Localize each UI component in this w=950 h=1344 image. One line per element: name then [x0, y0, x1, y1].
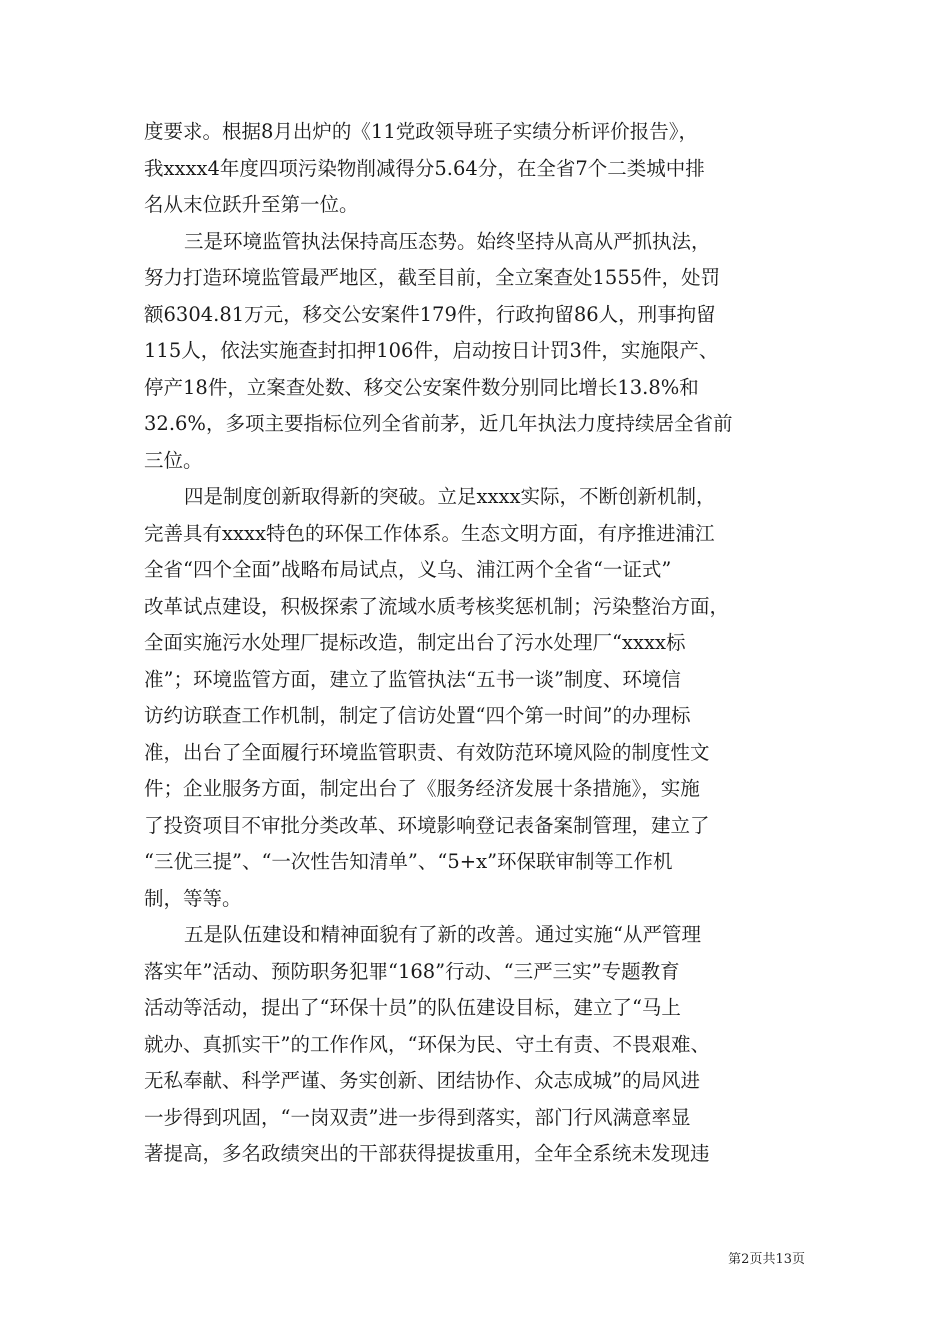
text-line: 115人，依法实施查封扣押106件，启动按日计罚3件，实施限产、 [144, 339, 719, 362]
paragraph-start-line: 三是环境监管执法保持高压态势。始终坚持从高从严抓执法， [184, 229, 711, 253]
text-line: 活动等活动，提出了“环保十员”的队伍建设目标，建立了“马上 [144, 996, 681, 1019]
text-line: 准”；环境监管方面，建立了监管执法“五书一谈”制度、环境信 [144, 667, 681, 691]
text-line: 件；企业服务方面，制定出台了《服务经济发展十条措施》，实施 [144, 777, 700, 800]
text-line: “三优三提”、“一次性告知清单”、“5+x”环保联审制等工作机 [144, 850, 673, 873]
text-line: 访约访联查工作机制，制定了信访处置“四个第一时间”的办理标 [144, 704, 691, 727]
body-text [144, 114, 824, 1173]
text-line: 完善具有xxxx特色的环保工作体系。生态文明方面，有序推进浦江 [144, 521, 715, 545]
text-line: 三位。 [144, 448, 203, 472]
text-line: 准，出台了全面履行环境监管职责、有效防范环境风险的制度性文 [144, 740, 710, 764]
text-line: 全省“四个全面”战略布局试点，义乌、浦江两个全省“一证式” [144, 558, 672, 581]
text-line: 32.6%，多项主要指标位列全省前茅，近几年执法力度持续居全省前 [144, 412, 733, 435]
text-line: 我xxxx4年度四项污染物削减得分5.64分，在全省7个二类城中排 [144, 156, 705, 180]
text-line: 落实年”活动、预防职务犯罪“168”行动、“三严三实”专题教育 [144, 959, 680, 983]
page-number: 第2页共13页 [728, 1252, 805, 1267]
text-line: 停产18件，立案查处数、移交公安案件数分别同比增长13.8%和 [144, 375, 699, 399]
text-line: 制，等等。 [144, 886, 242, 910]
text-line: 改革试点建设，积极探索了流域水质考核奖惩机制；污染整治方面， [144, 594, 730, 618]
text-line: 全面实施污水处理厂提标改造，制定出台了污水处理厂“xxxx标 [144, 631, 686, 654]
text-line: 额6304.81万元，移交公安案件179件，行政拘留86人，刑事拘留 [144, 302, 716, 326]
text-line: 就办、真抓实干”的工作作风，“环保为民、守土有责、不畏艰难、 [144, 1032, 710, 1056]
paragraph-start-line: 五是队伍建设和精神面貌有了新的改善。通过实施“从严管理 [184, 923, 701, 946]
page-footer [0, 1248, 950, 1267]
text-line: 努力打造环境监管最严地区，截至目前，全立案查处1555件，处罚 [144, 266, 721, 289]
paragraph-start-line: 四是制度创新取得新的突破。立足xxxx实际，不断创新机制， [184, 485, 716, 508]
text-line: 著提高，多名政绩突出的干部获得提拔重用，全年全系统未发现违 [144, 1142, 710, 1165]
text-line: 度要求。根据8月出炉的《11党政领导班子实绩分析评价报告》， [144, 120, 698, 143]
text-line: 名从末位跃升至第一位。 [144, 193, 359, 216]
text-line: 无私奉献、科学严谨、务实创新、团结协作、众志成城”的局风进 [144, 1069, 700, 1092]
text-line: 了投资项目不审批分类改革、环境影响登记表备案制管理，建立了 [144, 813, 710, 837]
text-line: 一步得到巩固，“一岗双责”进一步得到落实，部门行风满意率显 [144, 1105, 691, 1129]
